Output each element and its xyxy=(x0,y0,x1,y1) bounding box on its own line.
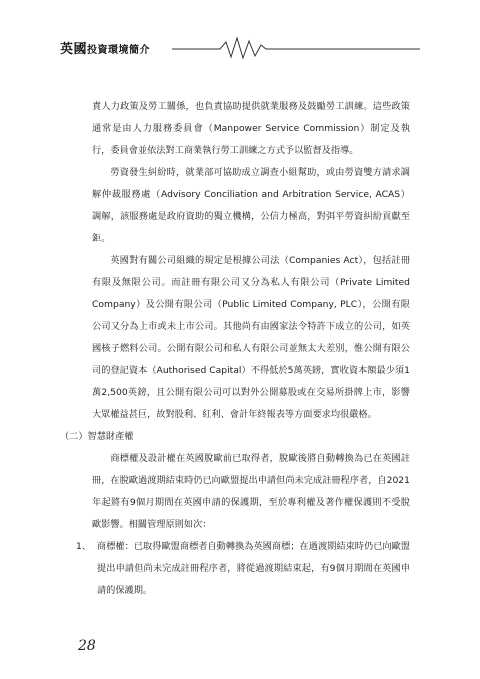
section-body xyxy=(92,448,410,536)
header-title-small: 投資環境簡介 xyxy=(87,45,151,56)
heartbeat-line-icon xyxy=(60,36,420,62)
section-paragraph: 商標權及設計權在英國脫歐前已取得者，脫歐後將自動轉換為已在英國註冊，在脫歐過渡期結束時仍已向歐盟提出申請但尚未完成註冊程序者，自2021年起將有9個月期間在英國申請的保護期，至於專利權及著作權保護則不受脫歐影響。相關管理原則如次： xyxy=(92,453,410,530)
running-header xyxy=(60,36,420,62)
paragraph-1: 責人力政策及勞工關係，也負責協助提供就業服務及鼓勵勞工訓練。這些政策通常是由人力服務委員會（Manpower Service Commission）制定及執行，委員會並依法對工商業執行勞工訓練之方式予以監督及指導。 xyxy=(92,101,410,156)
list-item-number: 1、 xyxy=(76,541,92,552)
paragraph-3: 英國對有關公司組織的規定是根據公司法（Companies Act），包括註冊有限及無限公司。而註冊有限公司又分為私人有限公司（Private Limited Company）及公開有限公司（Public Limited Company, PLC），公開有限公司又分為上市或未上市公司。其他尚有由國家法令特許下成立的公司，如英國核子燃料公司。公開有限公司和私人有限公司並無太大差別，惟公開有限公司的登記資本（Authorised Capital）不得低於5萬英鎊，實收資本額最少須1萬2,500英鎊，且公開有限公司可以對外公開募股或在交易所掛牌上市，影響大眾權益甚巨，故對股利、紅利、會計年終報表等方面要求均很嚴格。 xyxy=(92,255,410,420)
header-title-big: 英國 xyxy=(60,42,88,57)
list-item xyxy=(76,536,410,602)
section-heading: （二）智慧財產權 xyxy=(60,431,134,442)
page-number: 28 xyxy=(78,638,96,654)
body-text xyxy=(92,96,410,426)
list-item-text: 商標權：已取得歐盟商標者自動轉換為英國商標；在過渡期結束時仍已向歐盟提出申請但尚未完成註冊程序者，將從過渡期結束起，有9個月期間在英國申請的保護期。 xyxy=(97,541,410,596)
paragraph-2: 勞資發生糾紛時，就業部可協助成立調查小組幫助，或由勞資雙方請求調解仲裁服務處（Advisory Conciliation and Arbitration Service, ACAS）調解，該服務處是政府資助的獨立機構，公信力極高，對弭平勞資糾紛貢獻至鉅。 xyxy=(92,167,410,244)
